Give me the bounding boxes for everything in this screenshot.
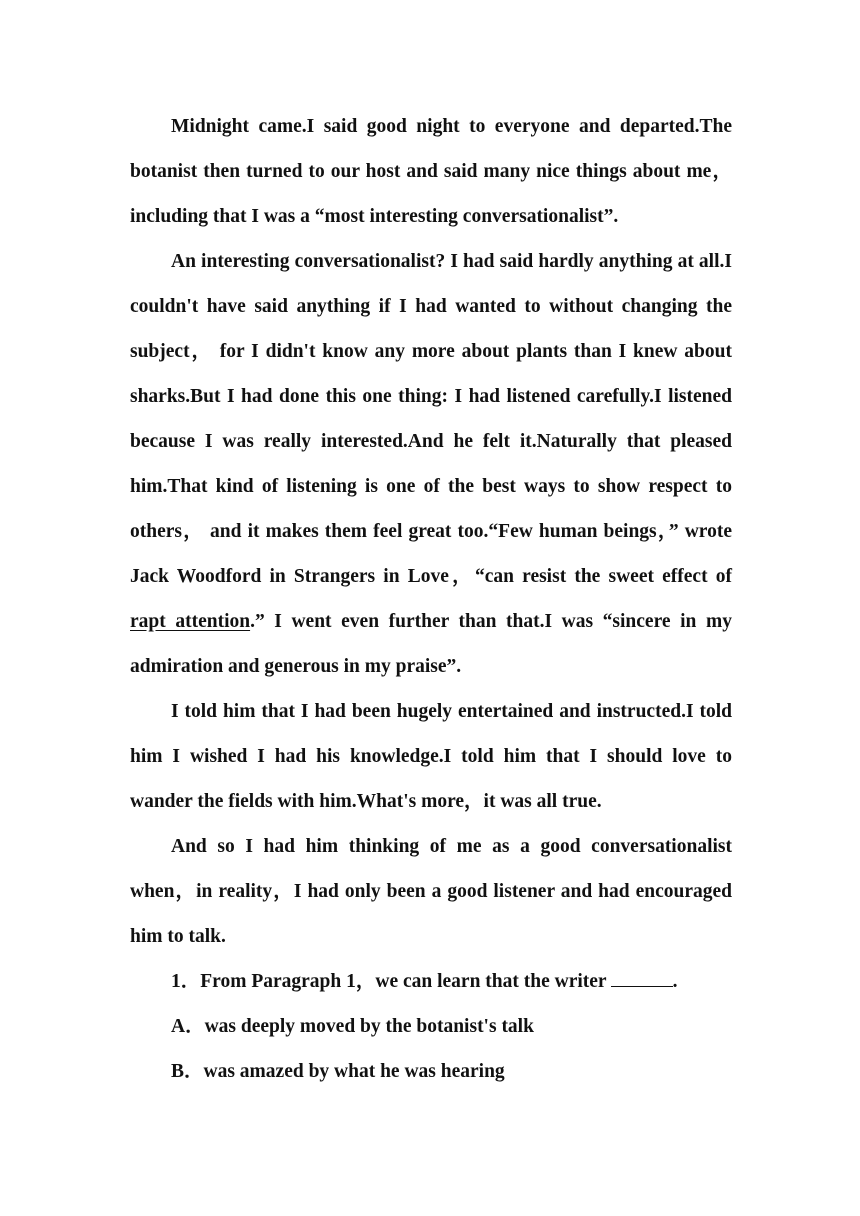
question-stem-end: .: [672, 971, 678, 992]
paragraph-2-text-after: .” I went even further than that.I was “sincere in my admiration and generous in my praise”.: [130, 611, 732, 677]
answer-blank: [611, 970, 673, 987]
paragraph-2: [130, 239, 732, 689]
paragraph-1: Midnight came.I said good night to everyone and departed.The botanist then turned to our host and said many nice things about me，including that I was a “most interesting conversationalist”.: [130, 116, 732, 227]
paragraph-3: I told him that I had been hugely entertained and instructed.I told him I wished I had his knowledge.I told him that I should love to wander the fields with him.What's more，it was all true.: [130, 701, 732, 812]
document-page: [130, 104, 732, 1094]
paragraph-4: And so I had him thinking of me as a good conversationalist when，in reality，I had only been a good listener and had encouraged him to talk.: [130, 836, 732, 947]
option-a: A．was deeply moved by the botanist's talk: [171, 1016, 534, 1037]
question-stem-text: 1．From Paragraph 1，we can learn that the writer: [171, 971, 607, 992]
option-b: B．was amazed by what he was hearing: [171, 1061, 505, 1082]
question-1-stem: [130, 959, 732, 1004]
underlined-phrase: rapt attention: [130, 611, 251, 632]
paragraph-2-text-before: An interesting conversationalist? I had said hardly anything at all.I couldn't have said anything if I had wanted to without changing the subject， for I didn't know any more about plants than I knew about sharks.But I had done this one thing: I had listened carefully.I listened because I was really interested.And he felt it.Naturally that pleased him.That kind of listening is one of the best ways to show respect to others， and it makes them feel great too.“Few human beings，” wrote Jack Woodford in Strangers in Love，“can resist the sweet effect of: [130, 251, 732, 587]
